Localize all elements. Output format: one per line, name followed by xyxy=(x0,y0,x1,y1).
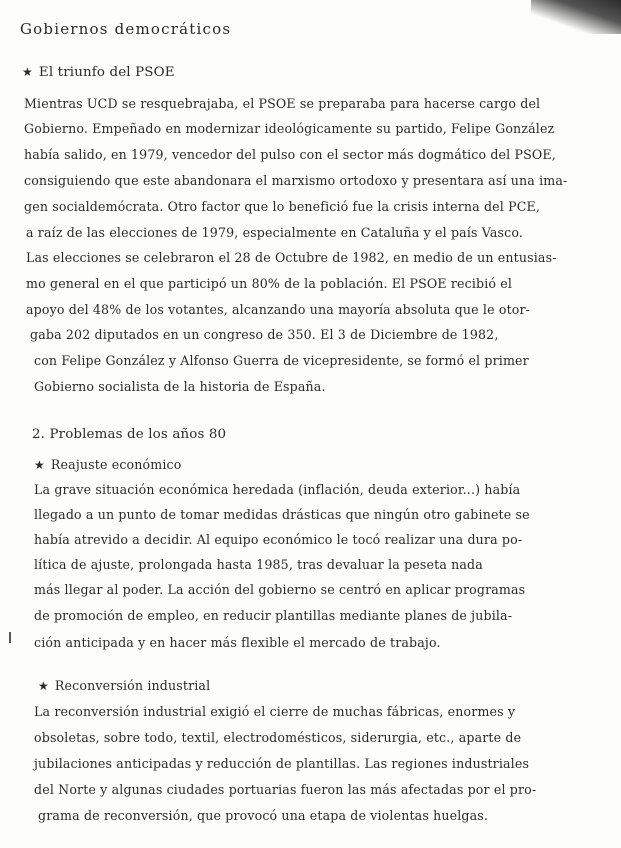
text-line: ción anticipada y en hacer más flexible el mercado de trabajo. xyxy=(34,635,441,650)
subsection-heading-text: Reajuste económico xyxy=(50,457,182,472)
text-line: La reconversión industrial exigió el cierre de muchas fábricas, enormes y xyxy=(34,704,516,719)
text-line: obsoletas, sobre todo, textil, electrodomésticos, siderurgia, etc., aparte de xyxy=(34,730,522,745)
section-heading-text: El triunfo del PSOE xyxy=(38,65,175,80)
text-line: llegado a un punto de tomar medidas drásticas que ningún otro gabinete se xyxy=(34,507,530,522)
scan-shadow-corner xyxy=(531,0,621,34)
text-line: Gobierno. Empeñado en modernizar ideológicamente su partido, Felipe González xyxy=(24,121,555,136)
text-line: gen socialdemócrata. Otro factor que lo benefició fue la crisis interna del PCE, xyxy=(24,199,541,214)
text-line: consiguiendo que este abandonara el marxismo ortodoxo y presentara así una ima- xyxy=(24,173,568,188)
text-line: había atrevido a decidir. Al equipo económico le tocó realizar una dura po- xyxy=(34,532,523,547)
page-title: Gobiernos democráticos xyxy=(20,20,232,38)
star-bullet-icon: ★ xyxy=(22,65,33,79)
margin-mark xyxy=(9,632,11,643)
section-heading-problemas: 2. Problemas de los años 80 xyxy=(32,427,227,442)
text-line: de promoción de empleo, en reducir plantillas mediante planes de jubila- xyxy=(34,608,513,623)
subsection-heading-reconversion xyxy=(38,680,210,693)
text-line: lítica de ajuste, prolongada hasta 1985, tras devaluar la peseta nada xyxy=(34,557,483,572)
text-line: gaba 202 diputados en un congreso de 350. El 3 de Diciembre de 1982, xyxy=(30,327,499,342)
text-line: mo general en el que participó un 80% de la población. El PSOE recibió el xyxy=(26,276,513,291)
text-line: había salido, en 1979, vencedor del pulso con el sector más dogmático del PSOE, xyxy=(24,147,556,162)
text-line: más llegar al poder. La acción del gobierno se centró en aplicar programas xyxy=(34,582,526,597)
text-line: Gobierno socialista de la historia de España. xyxy=(34,379,326,394)
text-line: La grave situación económica heredada (inflación, deuda exterior...) había xyxy=(34,482,521,497)
text-line: del Norte y algunas ciudades portuarias fueron las más afectadas por el pro- xyxy=(34,782,537,797)
text-line: Las elecciones se celebraron el 28 de Octubre de 1982, en medio de un entusias- xyxy=(26,250,557,265)
text-line: a raíz de las elecciones de 1979, especialmente en Cataluña y el país Vasco. xyxy=(26,225,523,240)
subsection-heading-reajuste xyxy=(34,459,181,472)
text-line: jubilaciones anticipadas y reducción de plantillas. Las regiones industriales xyxy=(34,756,530,771)
section-heading-triunfo xyxy=(22,66,175,79)
text-line: grama de reconversión, que provocó una etapa de violentas huelgas. xyxy=(38,808,489,823)
star-bullet-icon: ★ xyxy=(34,458,45,472)
text-line: Mientras UCD se resquebrajaba, el PSOE se preparaba para hacerse cargo del xyxy=(24,96,541,111)
subsection-heading-text: Reconversión industrial xyxy=(54,678,211,693)
text-line: apoyo del 48% de los votantes, alcanzando una mayoría absoluta que le otor- xyxy=(26,302,531,317)
star-bullet-icon: ★ xyxy=(38,679,49,693)
text-line: con Felipe González y Alfonso Guerra de vicepresidente, se formó el primer xyxy=(34,353,529,368)
